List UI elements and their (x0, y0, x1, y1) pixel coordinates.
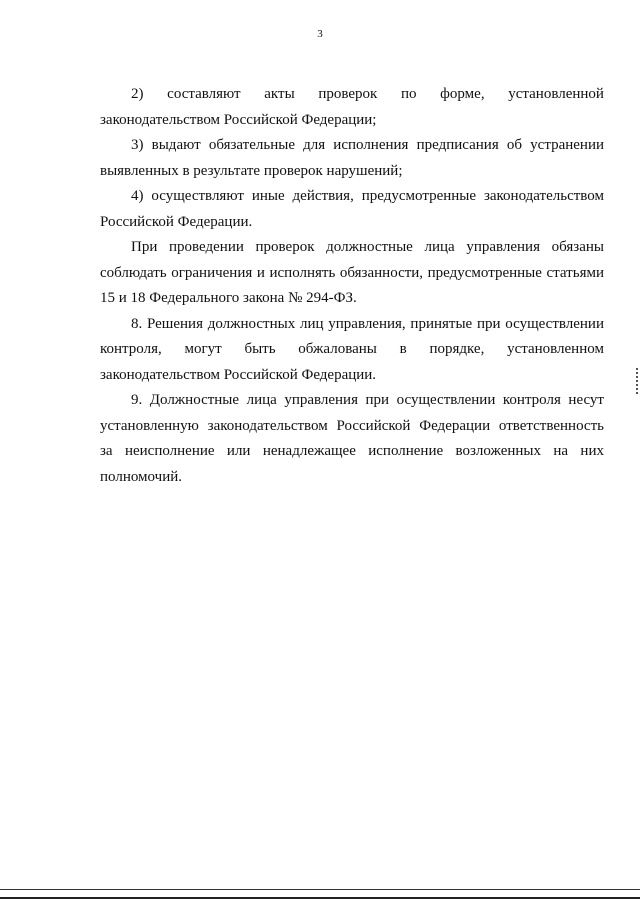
word: обжалованы (298, 341, 377, 357)
paragraph (100, 184, 604, 235)
word: акты (264, 86, 295, 102)
text-line: установленную законодательством Российской Федерации ответственность (100, 417, 604, 434)
bottom-scan-line (0, 889, 640, 890)
word: могут (184, 341, 222, 357)
text-line: 4) осуществляют иные действия, предусмотренные законодательством (131, 188, 604, 204)
word: установленной (508, 86, 604, 102)
text-line: за неисполнение или ненадлежащее исполнение возложенных на них (100, 443, 604, 459)
bottom-scan-border (0, 897, 640, 899)
text-line: 8. Решения должностных лиц управления, принятые при осуществлении (131, 315, 604, 332)
text-line: 15 и 18 Федерального закона № 294-ФЗ. (100, 290, 357, 306)
text-line: законодательством Российской Федерации. (100, 366, 377, 383)
text-line (100, 82, 604, 108)
paragraph (100, 82, 604, 133)
word: контроля, (100, 341, 162, 357)
text-line: 3) выдают обязательные для исполнения предписания об устранении (131, 137, 604, 153)
word: быть (244, 341, 276, 357)
paragraph (100, 388, 604, 490)
text-line: При проведении проверок должностные лица управления обязаны (131, 239, 604, 255)
text-line: Российской Федерации. (100, 213, 253, 230)
word: установленном (507, 341, 604, 357)
word: порядке, (429, 341, 485, 357)
word: по (400, 86, 417, 102)
word: составляют (167, 86, 241, 102)
text-line: выявленных в результате проверок нарушений; (100, 162, 403, 179)
document-body (100, 82, 604, 490)
text-line: законодательством Российской Федерации; (100, 111, 377, 128)
page-number: 3 (317, 28, 323, 40)
word: форме, (440, 86, 485, 102)
paragraph (100, 235, 604, 312)
text-line: 9. Должностные лица управления при осуществлении контроля несут (131, 392, 604, 408)
word: проверок (318, 86, 378, 102)
text-line: полномочий. (100, 468, 183, 485)
word: в (399, 341, 407, 357)
scan-edge-mark (636, 368, 638, 394)
paragraph (100, 312, 604, 389)
word: 2) (131, 86, 144, 102)
text-line (100, 337, 604, 363)
text-line: соблюдать ограничения и исполнять обязанности, предусмотренные статьями (100, 264, 604, 281)
paragraph (100, 133, 604, 184)
